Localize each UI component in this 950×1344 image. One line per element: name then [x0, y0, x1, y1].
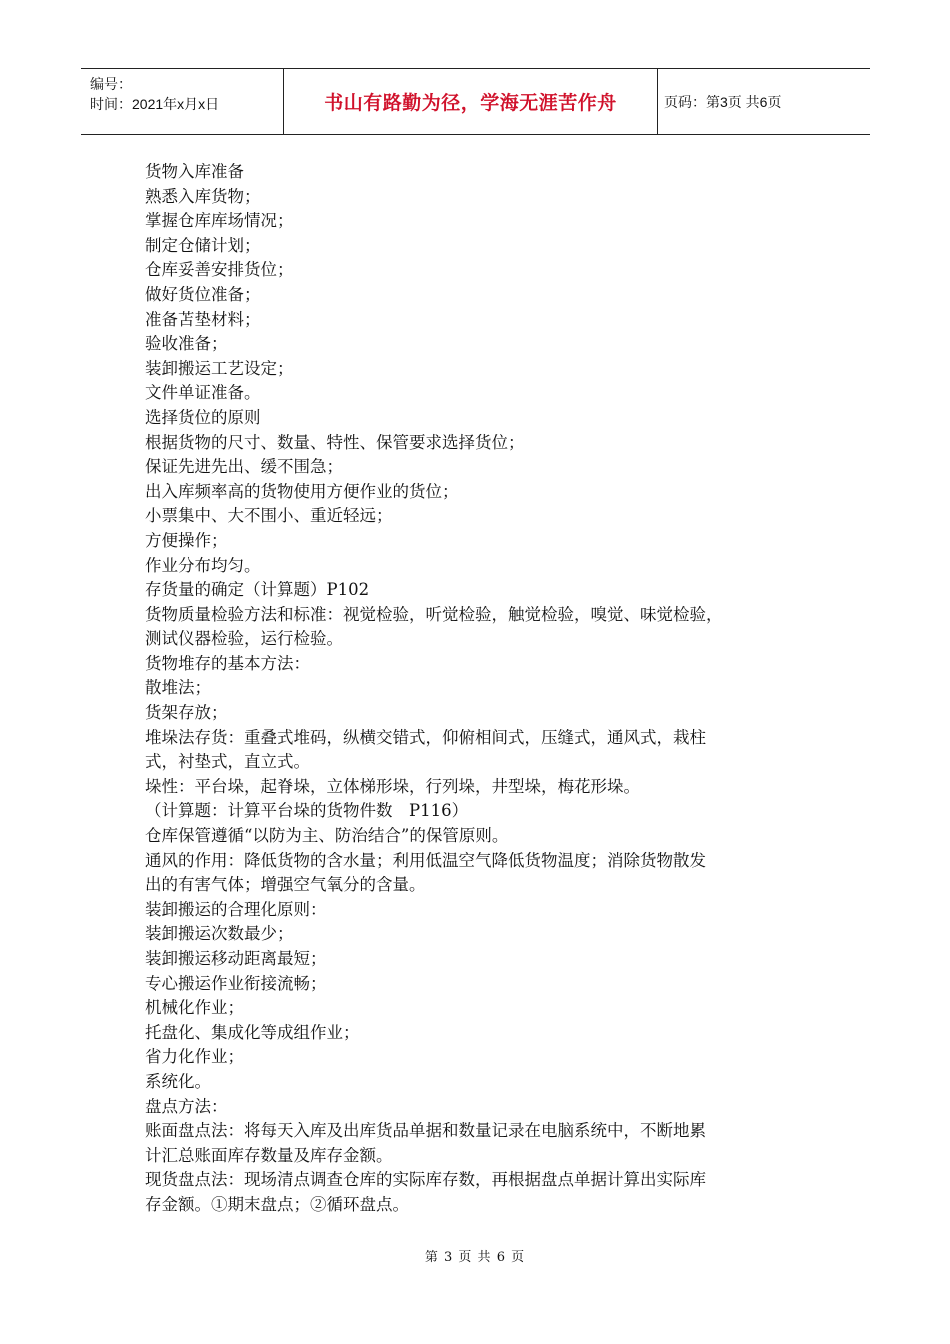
- header-page-number: 页码：第3页 共6页: [664, 93, 782, 110]
- text-line: 省力化作业；: [145, 1047, 244, 1067]
- text-line: 专心搬运作业衔接流畅；: [145, 973, 327, 993]
- text-line: 托盘化、集成化等成组作业；: [145, 1022, 360, 1042]
- text-line: 货架存放；: [145, 703, 228, 723]
- number-label: 编号：: [90, 76, 132, 92]
- text-line: 仓库保管遵循“以防为主、防治结合”的保管原则。: [145, 826, 509, 846]
- date-label: 时间：2021年x月x日: [90, 96, 220, 112]
- text-line: 货物入库准备: [145, 162, 244, 181]
- text-line: 垛性：平台垛，起脊垛，立体梯形垛，行列垛，井型垛，梅花形垛。: [145, 776, 640, 796]
- text-line: 熟悉入库货物；: [145, 186, 261, 206]
- page-footer: 第 3 页 共 6 页: [424, 1250, 526, 1265]
- text-line: 保证先进先出、缓不围急；: [145, 457, 343, 477]
- text-line: 货物质量检验方法和标准：视觉检验，听觉检验，触觉检验，嗅觉、味觉检验，: [145, 604, 723, 624]
- text-line: 装卸搬运移动距离最短；: [145, 949, 327, 968]
- text-line: 做好货位准备；: [145, 284, 261, 304]
- text-line: 装卸搬运次数最少；: [145, 924, 294, 944]
- text-line: （计算题：计算平台垛的货物件数 P116）: [145, 801, 469, 821]
- text-line: 堆垛法存货：重叠式堆码，纵横交错式，仰俯相间式，压缝式，通风式，栽柱: [145, 727, 706, 747]
- text-line: 货物堆存的基本方法：: [145, 653, 310, 673]
- text-line: 准备苫垫材料；: [145, 309, 261, 329]
- text-line: 机械化作业；: [145, 998, 244, 1018]
- text-line: 选择货位的原则: [145, 407, 261, 427]
- page-header: [81, 68, 870, 135]
- text-line: 文件单证准备。: [145, 383, 261, 403]
- text-line: 现货盘点法：现场清点调查仓库的实际库存数，再根据盘点单据计算出实际库: [145, 1170, 706, 1190]
- text-line: 式，衬垫式，直立式。: [145, 752, 310, 772]
- text-line: 验收准备；: [145, 334, 228, 354]
- text-line: 计汇总账面库存数量及库存金额。: [145, 1145, 393, 1165]
- text-line: 装卸搬运工艺设定；: [145, 358, 294, 378]
- document-body: [145, 160, 810, 1218]
- text-line: 仓库妥善安排货位；: [145, 260, 294, 280]
- text-line: 作业分布均匀。: [145, 555, 261, 575]
- text-line: 盘点方法：: [145, 1096, 228, 1116]
- text-line: 掌握仓库库场情况；: [145, 211, 294, 231]
- text-line: 方便操作；: [145, 530, 228, 550]
- text-line: 散堆法；: [145, 678, 211, 698]
- text-line: 系统化。: [145, 1071, 211, 1091]
- text-line: 根据货物的尺寸、数量、特性、保管要求选择货位；: [145, 432, 525, 452]
- text-line: 存金额。①期末盘点；②循环盘点。: [145, 1194, 409, 1214]
- text-line: 制定仓储计划；: [145, 235, 261, 255]
- text-line: 存货量的确定（计算题）P102: [145, 580, 370, 600]
- text-line: 测试仪器检验，运行检验。: [145, 629, 343, 649]
- text-line: 出的有害气体；增强空气氧分的含量。: [145, 875, 426, 895]
- header-motto: 书山有路勤为径，学海无涯苦作舟: [284, 69, 658, 134]
- text-line: 装卸搬运的合理化原则：: [145, 899, 327, 919]
- text-line: 小票集中、大不围小、重近轻远；: [145, 506, 393, 526]
- text-line: 通风的作用：降低货物的含水量；利用低温空气降低货物温度；消除货物散发: [145, 850, 706, 870]
- header-meta: [81, 69, 284, 134]
- text-line: 出入库频率高的货物使用方便作业的货位；: [145, 481, 459, 501]
- text-line: 账面盘点法：将每天入库及出库货品单据和数量记录在电脑系统中，不断地累: [145, 1121, 706, 1141]
